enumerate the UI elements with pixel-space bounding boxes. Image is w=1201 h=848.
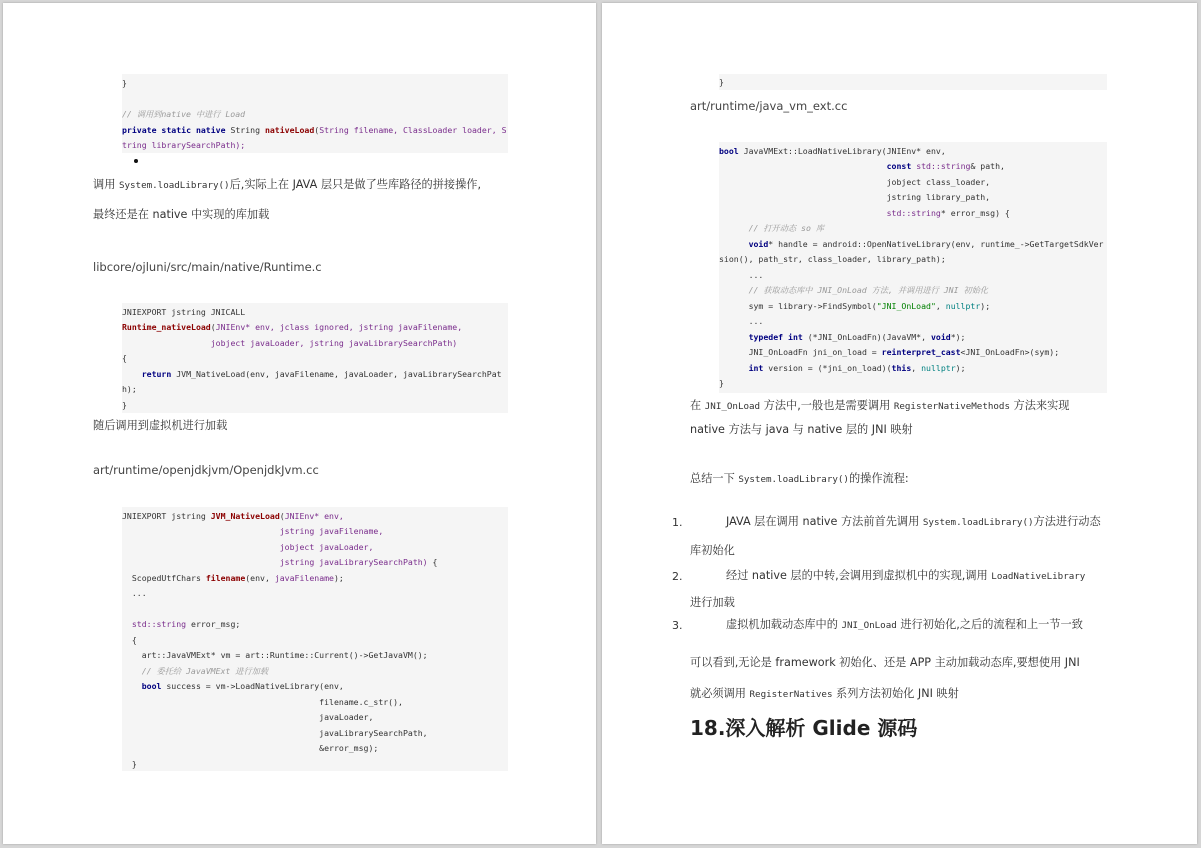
list-bullet (134, 159, 138, 163)
code-line: ... (719, 270, 764, 280)
code-line: jstring library_path, (719, 192, 991, 202)
code-line: sion(), path_str, class_loader, library_path); (719, 254, 946, 264)
code-comment: // 调用到native 中进行 Load (122, 109, 246, 119)
code-line: int version = (*jni_on_load)(this, nullptr); (748, 363, 966, 373)
code-line: JNI_OnLoadFn jni_on_load = reinterpret_cast<JNI_OnLoadFn>(sym); (719, 347, 1060, 357)
paragraph: 随后调用到虚拟机进行加载 (93, 419, 228, 432)
paragraph: 可以看到,无论是 framework 初始化、还是 APP 主动加载动态库,要想使用 JNI (690, 656, 1080, 669)
code-line: ... (122, 588, 147, 598)
code-line: { (122, 353, 127, 363)
code-line: } (122, 78, 127, 88)
code-block-java-vm-ext (719, 142, 1107, 393)
file-path: art/runtime/openjdkjvm/OpenjdkJvm.cc (93, 463, 319, 477)
code-line: ScopedUtfChars filename(env, javaFilename); (122, 573, 344, 583)
code-line: std::string* error_msg) { (886, 208, 1010, 218)
paragraph: native 方法与 java 与 native 层的 JNI 映射 (690, 423, 913, 436)
code-line: &error_msg); (122, 743, 379, 753)
paragraph: 最终还是在 native 中实现的库加载 (93, 208, 270, 221)
list-number: 3. (672, 619, 683, 632)
code-line: bool JavaVMExt::LoadNativeLibrary(JNIEnv* env, (719, 146, 946, 156)
section-heading: 18.深入解析 Glide 源码 (690, 716, 918, 740)
code-line: typedef int (*JNI_OnLoadFn)(JavaVM*, void*); (748, 332, 966, 342)
code-comment: // 打开动态 so 库 (719, 223, 825, 233)
list-number: 1. (672, 516, 683, 529)
list-item-continuation: 进行加载 (690, 596, 735, 609)
code-block-closing (719, 74, 1107, 90)
code-block-runtime-c (122, 303, 508, 413)
code-comment: // 委托给 JavaVMExt 进行加载 (122, 666, 269, 676)
code-line: ... (719, 316, 764, 326)
code-line: jstring javaFilename, (122, 526, 384, 536)
code-comment: // 获取动态库中 JNI_OnLoad 方法, 并调用进行 JNI 初始化 (719, 285, 989, 295)
code-line: bool success = vm->LoadNativeLibrary(env, (141, 681, 344, 691)
list-number: 2. (672, 570, 683, 583)
file-path: libcore/ojluni/src/main/native/Runtime.c (93, 260, 322, 274)
code-line: jstring javaLibrarySearchPath) { (122, 557, 438, 567)
code-line: } (719, 77, 724, 87)
code-line: filename.c_str(), (122, 697, 403, 707)
list-item: JAVA 层在调用 native 方法前首先调用 System.loadLibrary()方法进行动态 (726, 515, 1101, 528)
code-line: } (719, 378, 724, 388)
code-line: void* handle = android::OpenNativeLibrary(env, runtime_->GetTargetSdkVer (748, 239, 1104, 249)
code-line: JNIEXPORT jstring JNICALL (122, 307, 246, 317)
file-path: art/runtime/java_vm_ext.cc (690, 99, 848, 113)
code-line: } (122, 400, 127, 410)
code-line: h); (122, 384, 137, 394)
code-line: sym = library->FindSymbol("JNI_OnLoad", nullptr); (719, 301, 991, 311)
code-block-openjdkjvm (122, 507, 508, 771)
code-line: tring librarySearchPath); (122, 140, 246, 150)
code-line: std::string error_msg; (131, 619, 241, 629)
code-line: Runtime_nativeLoad(JNIEnv* env, jclass ignored, jstring javaFilename, (122, 322, 463, 332)
paragraph: 在 JNI_OnLoad 方法中,一般也是需要调用 RegisterNativeMethods 方法来实现 (690, 399, 1070, 412)
list-item-continuation: 库初始化 (690, 544, 735, 557)
list-item: 虚拟机加载动态库中的 JNI_OnLoad 进行初始化,之后的流程和上一节一致 (726, 618, 1083, 631)
code-line: javaLibrarySearchPath, (122, 728, 428, 738)
paragraph: 调用 System.loadLibrary()后,实际上在 JAVA 层只是做了些库路径的拼接操作, (93, 178, 481, 191)
summary-line: 总结一下 System.loadLibrary()的操作流程: (690, 472, 909, 485)
list-item: 经过 native 层的中转,会调用到虚拟机中的实现,调用 LoadNativeLibrary (726, 569, 1086, 582)
code-line: const std::string& path, (886, 161, 1005, 171)
document-page-right (602, 3, 1197, 844)
code-line: art::JavaVMExt* vm = art::Runtime::Current()->GetJavaVM(); (122, 650, 428, 660)
code-line: jobject javaLoader, (122, 542, 374, 552)
code-line: jobject class_loader, (719, 177, 991, 187)
paragraph: 就必须调用 RegisterNatives 系列方法初始化 JNI 映射 (690, 687, 959, 700)
code-block-native-load (122, 74, 508, 153)
code-line: JNIEXPORT jstring JVM_NativeLoad(JNIEnv* env, (122, 511, 344, 521)
code-line: private static native String nativeLoad(String filename, ClassLoader loader, S (122, 125, 507, 135)
document-page-left (3, 3, 596, 844)
code-line: return JVM_NativeLoad(env, javaFilename, javaLoader, javaLibrarySearchPat (141, 369, 502, 379)
code-line: { (122, 635, 137, 645)
code-line: jobject javaLoader, jstring javaLibrarySearchPath) (122, 338, 458, 348)
code-line: javaLoader, (122, 712, 374, 722)
code-line: } (122, 759, 137, 769)
